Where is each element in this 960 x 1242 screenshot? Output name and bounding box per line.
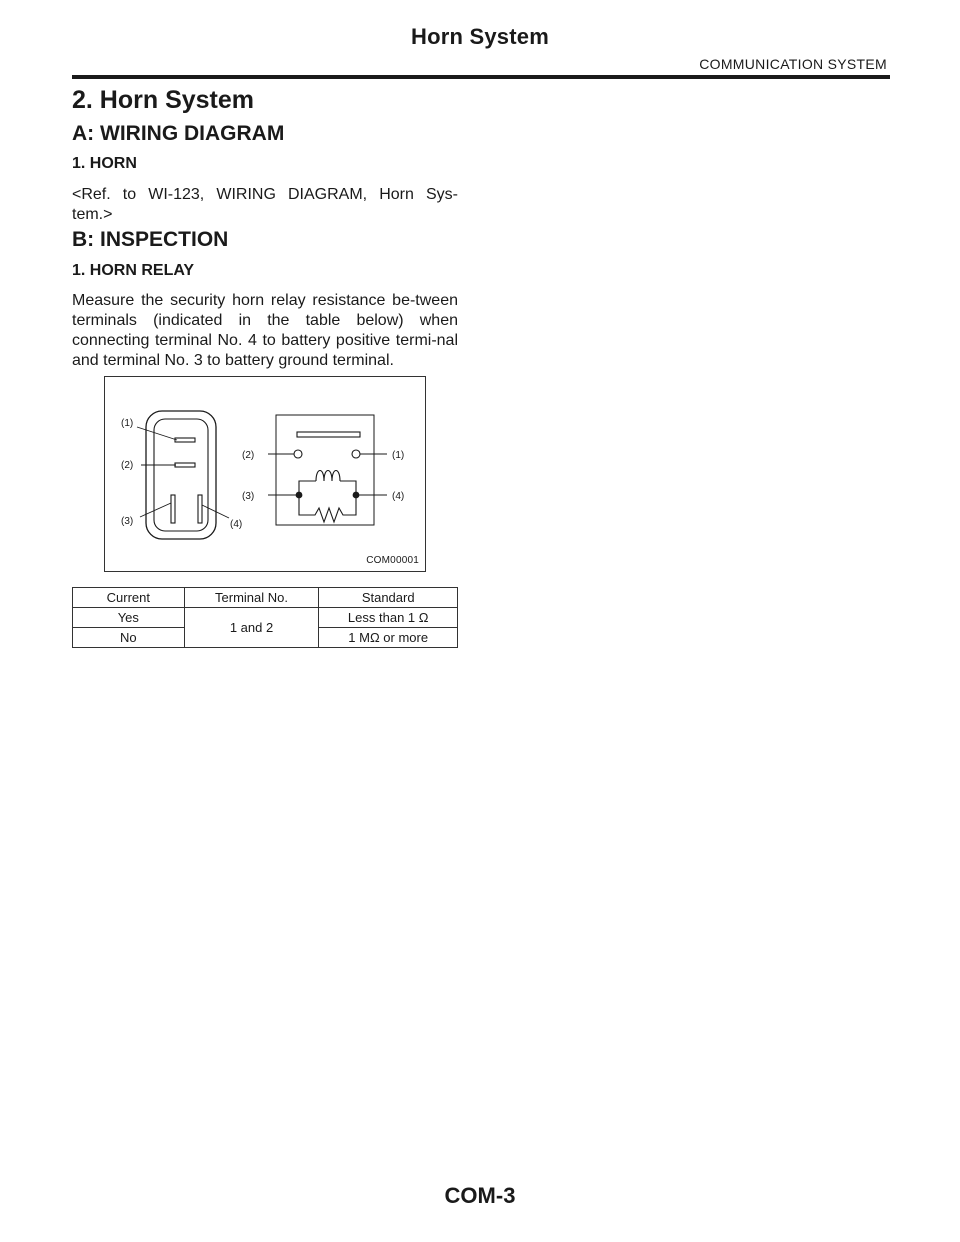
connector-pin-3 (171, 495, 175, 523)
relay-switch-contact (297, 432, 360, 437)
section-a-heading: A: WIRING DIAGRAM (72, 122, 285, 145)
resistance-spec-table (72, 587, 458, 648)
relay-diagram (105, 377, 427, 573)
terminal-1-circle (352, 450, 360, 458)
header-divider (72, 75, 890, 79)
page-number: COM-3 (444, 1183, 516, 1208)
cell-current: No (73, 628, 185, 648)
connector-inner-housing (154, 419, 208, 531)
section-b-instructions: Measure the security horn relay resistance be-tween terminals (indicated in the table below) when connecting terminal No. 4 to battery positive termi-nal and terminal No. 3 to battery ground terminal. (72, 292, 458, 369)
relay-coil (316, 471, 340, 482)
connector-label-4: (4) (230, 519, 243, 530)
connector-label-3: (3) (121, 516, 134, 527)
connector-label-1: (1) (121, 418, 134, 429)
header-terminal: Terminal No. (184, 588, 319, 608)
schematic-label-3: (3) (242, 491, 255, 502)
cell-standard: Less than 1 Ω (319, 608, 458, 628)
connector-outer-housing (146, 411, 216, 539)
schematic-label-2: (2) (242, 450, 255, 461)
connector-pin-4 (198, 495, 202, 523)
page-header-title: Horn System (411, 24, 549, 49)
leader-line-1 (137, 427, 177, 440)
section-a-subheading: 1. HORN (72, 155, 137, 172)
terminal-2-circle (294, 450, 302, 458)
leader-line-3 (140, 503, 171, 517)
table-row (73, 608, 458, 628)
header-standard: Standard (319, 588, 458, 608)
connector-pin-1 (175, 438, 195, 442)
schematic-label-4: (4) (392, 491, 405, 502)
page-header-section: COMMUNICATION SYSTEM (699, 56, 887, 72)
table-header-row (73, 588, 458, 608)
cell-standard: 1 MΩ or more (319, 628, 458, 648)
connector-pin-2 (175, 463, 195, 467)
figure-id: COM00001 (366, 555, 419, 566)
reference-line-2: tem.> (72, 206, 113, 223)
connector-label-2: (2) (121, 460, 134, 471)
schematic-label-1: (1) (392, 450, 405, 461)
relay-resistor (299, 495, 356, 522)
header-current: Current (73, 588, 185, 608)
reference-line-1: <Ref. to WI-123, WIRING DIAGRAM, Horn Sys- (72, 186, 458, 203)
section-b-heading: B: INSPECTION (72, 228, 229, 251)
cell-current: Yes (73, 608, 185, 628)
section-b-subheading: 1. HORN RELAY (72, 262, 195, 279)
cell-terminal: 1 and 2 (184, 608, 319, 648)
main-heading: 2. Horn System (72, 86, 255, 114)
horn-relay-figure (104, 376, 426, 572)
section-a-reference (72, 185, 458, 225)
